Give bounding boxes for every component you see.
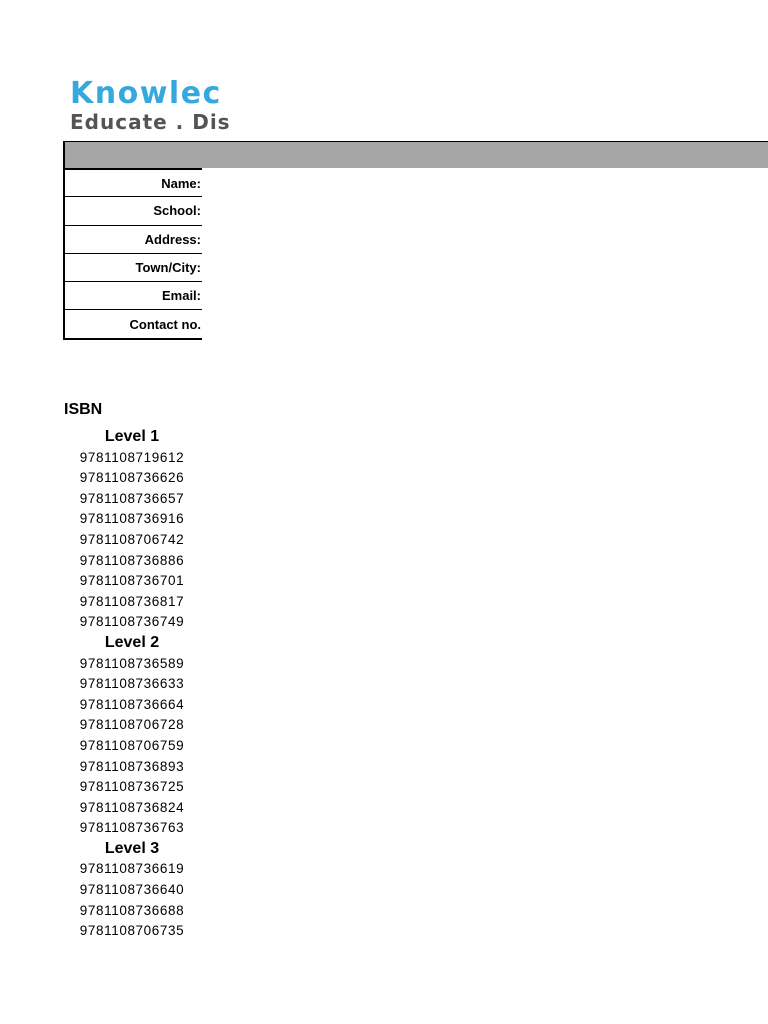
isbn-item: 9781108736619 (79, 861, 185, 877)
isbn-item: 9781108736589 (79, 655, 185, 671)
isbn-item: 9781108736916 (79, 511, 185, 527)
form-label-town-city: Town/City: (65, 253, 202, 281)
isbn-item: 9781108736657 (79, 490, 185, 506)
level-2-heading: Level 2 (104, 633, 160, 651)
form-header-bar (63, 141, 768, 168)
form-label-contact-no: Contact no. (65, 309, 202, 337)
isbn-item: 9781108736688 (79, 902, 185, 918)
isbn-heading: ISBN (64, 401, 103, 418)
brand-title: Knowlec (70, 76, 222, 111)
isbn-item: 9781108719612 (79, 449, 185, 465)
isbn-item: 9781108736824 (79, 799, 185, 815)
isbn-item: 9781108736763 (79, 820, 185, 836)
isbn-item: 9781108706759 (79, 737, 185, 753)
isbn-item: 9781108736701 (79, 573, 185, 589)
isbn-item: 9781108706735 (79, 923, 185, 939)
form-label-school: School: (65, 196, 202, 224)
level-3-heading: Level 3 (104, 839, 160, 857)
form-label-email: Email: (65, 281, 202, 309)
form-label-name: Name: (65, 168, 202, 196)
isbn-item: 9781108736626 (79, 470, 185, 486)
isbn-item: 9781108706742 (79, 531, 185, 547)
brand-logo (70, 74, 231, 138)
isbn-item: 9781108736893 (79, 758, 185, 774)
isbn-item: 9781108736664 (79, 696, 185, 712)
isbn-item: 9781108736886 (79, 552, 185, 568)
isbn-list (64, 427, 200, 942)
isbn-item: 9781108736749 (79, 614, 185, 630)
isbn-item: 9781108736817 (79, 593, 185, 609)
form-label-address: Address: (65, 225, 202, 253)
contact-form (63, 168, 202, 340)
level-1-heading: Level 1 (104, 428, 160, 445)
isbn-item: 9781108706728 (79, 717, 185, 733)
isbn-item: 9781108736725 (79, 779, 185, 795)
isbn-item: 9781108736633 (79, 676, 185, 692)
isbn-item: 9781108736640 (79, 882, 185, 898)
brand-tagline: Educate . Dis (70, 110, 231, 134)
